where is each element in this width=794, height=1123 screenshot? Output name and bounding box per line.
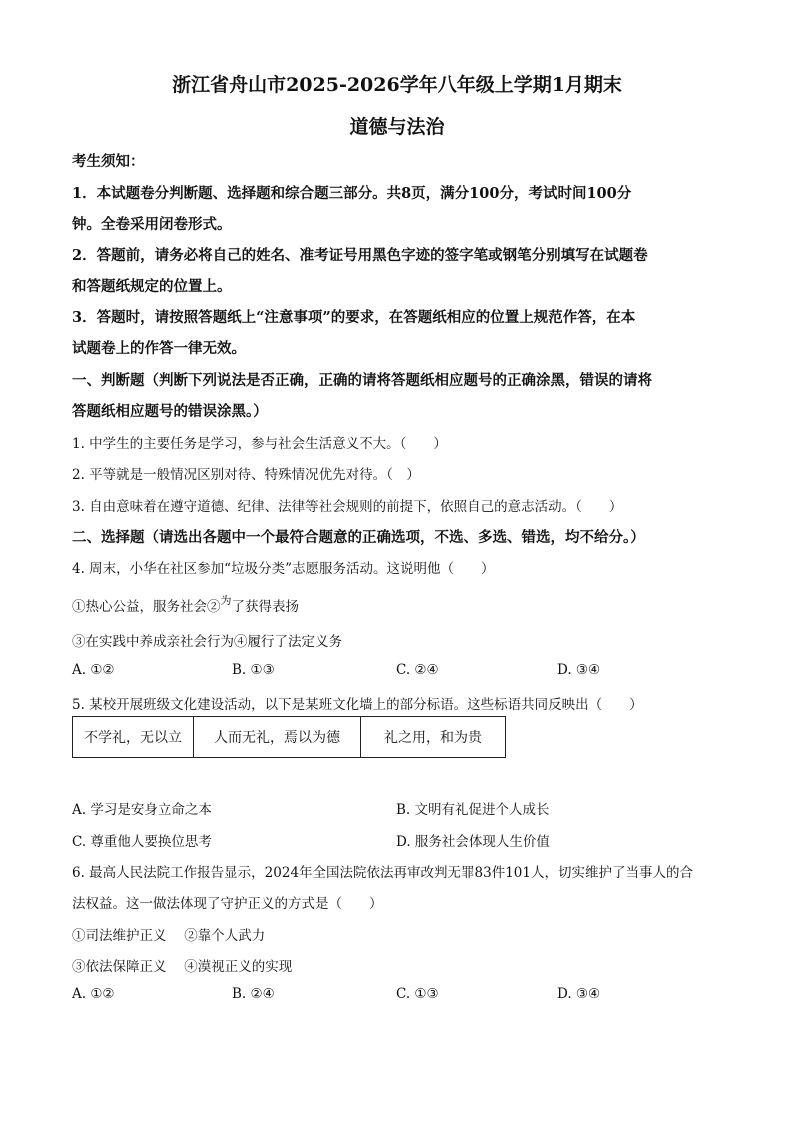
section2-heading: 二、选择题（请选出各题中一个最符合题意的正确选项，不选、多选、错选，均不给分。）: [72, 529, 645, 546]
motto-table: [72, 716, 506, 758]
question-6-statements-1: ①司法维护正义 ②靠个人武力: [72, 928, 266, 944]
question-3: 3. 自由意味着在遵守道德、纪律、法律等社会规则的前提下，依照自己的意志活动。（ ）: [72, 499, 623, 515]
option-c[interactable]: C. ②④: [396, 662, 439, 678]
notice-line: 试题卷上的作答一律无效。: [72, 340, 246, 357]
option-c[interactable]: C. ①③: [396, 986, 439, 1002]
section1-heading: 一、判断题（判断下列说法是否正确，正确的请将答题纸相应题号的正确涂黑，错误的请将: [72, 372, 652, 389]
motto-cell: 不学礼，无以立: [73, 717, 194, 758]
statement-text: ①热心公益，服务社会②: [72, 599, 221, 615]
option-d[interactable]: D. 服务社会体现人生价值: [396, 834, 550, 850]
option-a[interactable]: A. 学习是安身立命之本: [72, 802, 212, 818]
statement-text: 为: [220, 594, 232, 607]
option-d[interactable]: D. ③④: [557, 986, 601, 1002]
option-a[interactable]: A. ①②: [72, 986, 115, 1002]
option-b[interactable]: B. 文明有礼促进个人成长: [396, 802, 550, 818]
notice-line: 3．答题时，请按照答题纸上“注意事项”的要求，在答题纸相应的位置上规范作答，在本: [72, 309, 636, 326]
subject-title: 道德与法治: [349, 116, 445, 138]
notice-line: 钟。全卷采用闭卷形式。: [72, 216, 232, 233]
question-5-stem: 5. 某校开展班级文化建设活动，以下是某班文化墙上的部分标语。这些标语共同反映出（ ）: [72, 697, 643, 713]
question-1: 1. 中学生的主要任务是学习，参与社会生活意义不大。（ ）: [72, 436, 447, 452]
question-6-stem-cont: 法权益。这一做法体现了守护正义的方式是（ ）: [72, 896, 383, 912]
option-c[interactable]: C. 尊重他人要换位思考: [72, 834, 212, 850]
question-4-stem: 4. 周末，小华在社区参加“垃圾分类”志愿服务活动。这说明他（ ）: [72, 561, 495, 577]
section1-heading-cont: 答题纸相应题号的错误涂黑。）: [72, 403, 268, 420]
question-2: 2. 平等就是一般情况区别对待、特殊情况优先对待。（ ）: [72, 467, 420, 483]
question-6-statements-2: ③依法保障正义 ④漠视正义的实现: [72, 959, 293, 975]
question-4-statements-1: [72, 595, 299, 615]
option-b[interactable]: B. ①③: [232, 662, 275, 678]
motto-cell: 礼之用，和为贵: [361, 717, 506, 758]
question-4-statements-2: ③在实践中养成亲社会行为④履行了法定义务: [72, 634, 342, 650]
exam-title: 浙江省舟山市2025-2026学年八年级上学期1月期末: [172, 74, 622, 96]
question-6-stem: 6. 最高人民法院工作报告显示，2024年全国法院依法再审改判无罪83件101人，切实维护了当事人的合: [72, 865, 693, 881]
statement-text: 了获得表扬: [231, 599, 299, 615]
notice-heading: 考生须知：: [72, 153, 145, 170]
option-b[interactable]: B. ②④: [232, 986, 275, 1002]
motto-cell: 人而无礼，焉以为德: [194, 717, 361, 758]
option-a[interactable]: A. ①②: [72, 662, 115, 678]
option-d[interactable]: D. ③④: [557, 662, 601, 678]
notice-line: 1．本试题卷分判断题、选择题和综合题三部分。共8页，满分100分，考试时间100分: [72, 185, 632, 202]
notice-line: 2．答题前，请务必将自己的姓名、准考证号用黑色字迹的签字笔或钢笔分别填写在试题卷: [72, 247, 648, 264]
notice-line: 和答题纸规定的位置上。: [72, 278, 232, 295]
